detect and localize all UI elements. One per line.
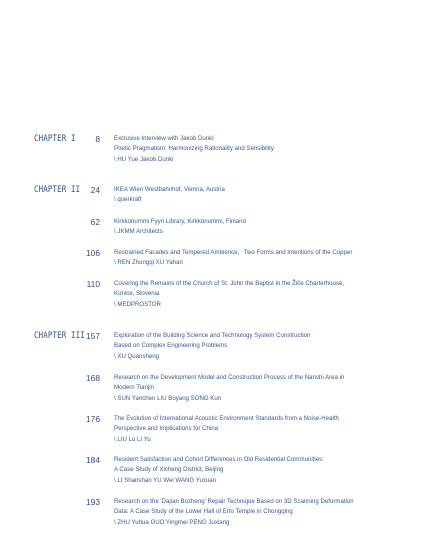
page-number: 110 xyxy=(86,279,100,289)
entry-text xyxy=(114,414,374,445)
entry-text xyxy=(114,455,374,486)
entry-line: Konice, Slovenia xyxy=(114,290,160,298)
chapter-heading-1: CHAPTER I xyxy=(34,134,76,144)
entry-text xyxy=(114,279,374,310)
entry-line: Modern Tianjin xyxy=(114,384,154,392)
page-number: 157 xyxy=(86,331,100,341)
chapter-heading-3: CHAPTER III xyxy=(34,331,85,341)
entry-authors: \ ZHU Yuhua GUO Yingmei PENG Juxiang xyxy=(114,518,230,526)
entry-line: A Case Study of Xicheng District, Beijing xyxy=(114,466,224,474)
page-number: 8 xyxy=(95,134,100,144)
page-number: 184 xyxy=(86,455,100,465)
entry-authors: \ LIU Lu LI Yu xyxy=(114,435,151,443)
entry-line: Perspective and Implications for China xyxy=(114,425,218,433)
entry-text xyxy=(114,497,374,528)
entry-line: Exploration of the Building Science and Technology System Construction xyxy=(114,332,311,339)
page-number: 193 xyxy=(86,497,100,507)
entry-line: IKEA Wien Westbahnhof, Vienna, Austria xyxy=(114,186,225,193)
entry-authors: \ querkraft xyxy=(114,196,142,204)
entry-line: Poetic Pragmatism: Harmonizing Rationality and Sensibility xyxy=(114,145,274,153)
entry-line: Research on the Development Model and Construction Process of the Nanshi Area in xyxy=(114,374,345,381)
page-number: 62 xyxy=(90,217,100,227)
entry-line: Covering the Remains of the Church of St. John the Baptist in the Žiče Charterhouse, xyxy=(114,280,344,287)
page-number: 106 xyxy=(86,248,100,258)
entry-authors: \ REN Zhongqi XU Yahan xyxy=(114,259,183,267)
entry-authors: \ SUN Yanchen LIU Boyang SONG Kun xyxy=(114,394,222,402)
entry-line: Resident Satisfaction and Cohort Differences in Old Residential Communities: xyxy=(114,456,324,463)
entry-line: Kirkkonummi Fyyri Library, Kirkkonummi, Finland xyxy=(114,218,246,225)
entry-authors: \ JKMM Architects xyxy=(114,228,163,236)
entry-text xyxy=(114,217,374,238)
chapter-heading-2: CHAPTER II xyxy=(34,185,81,195)
entry-line: Data: A Case Study of the Lower Hall of Erfo Temple in Chongqing xyxy=(114,508,293,516)
entry-line: Exclusive Interview with Jakob Dunkl xyxy=(114,135,214,142)
entry-line: Based on Complex Engineering Problems xyxy=(114,342,228,350)
entry-authors: \ XU Quansheng xyxy=(114,352,160,360)
entry-authors: \ MEDPROSTOR xyxy=(114,300,161,308)
entry-text xyxy=(114,248,374,269)
page-number: 168 xyxy=(86,373,100,383)
page-number: 24 xyxy=(90,185,100,195)
entry-line: The Evolution of International Acoustic Environment Standards from a Noise-Health xyxy=(114,415,339,422)
entry-line: Restrained Facades and Tempered Ambience，Two Forms and Intentions of the Copper xyxy=(114,249,353,256)
page-number: 176 xyxy=(86,414,100,424)
entry-text xyxy=(114,331,374,362)
entry-line: Research on the 'Dajian Bozheng' Repair Technique Based on 3D Scanning Deformation xyxy=(114,498,354,505)
entry-text xyxy=(114,185,374,206)
entry-text xyxy=(114,373,374,404)
entry-text xyxy=(114,134,374,165)
entry-authors: \ HU Yue Jakob Dunkl xyxy=(114,155,174,163)
entry-authors: \ LI Shanshan YU Wei WANG Yuxuan xyxy=(114,476,217,484)
